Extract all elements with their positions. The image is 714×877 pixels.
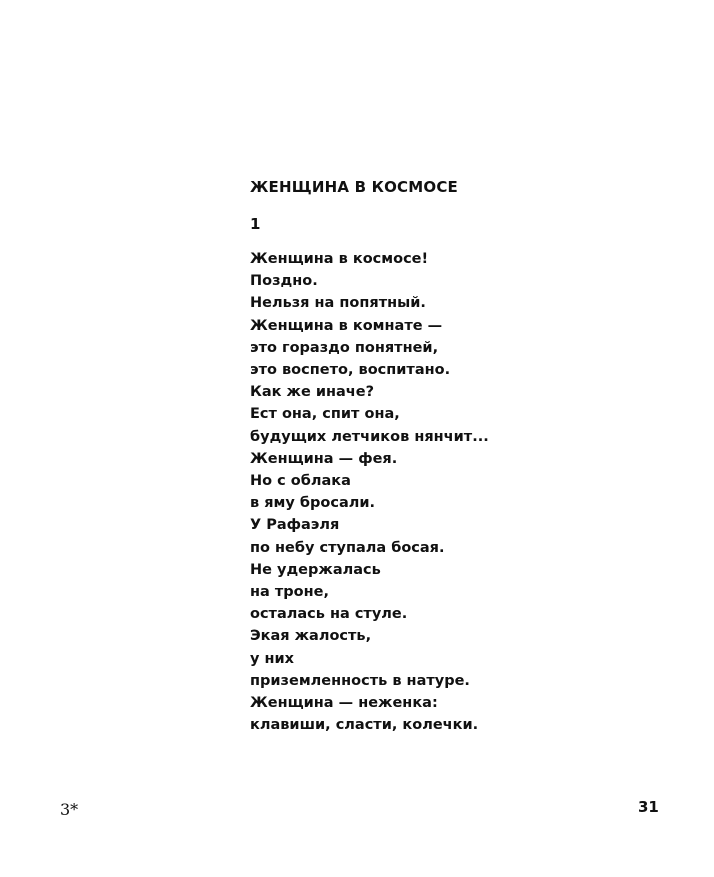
poem-line: Женщина в комнате — xyxy=(250,317,443,334)
poem-line: Как же иначе? xyxy=(250,384,375,401)
poem-line: У Рафаэля xyxy=(250,517,340,534)
poem-line: это воспето, воспитано. xyxy=(250,362,451,379)
poem-line: Нельзя на попятный. xyxy=(250,295,426,312)
poem-line: приземленность в натуре. xyxy=(250,672,470,689)
printer-signature-mark: 3* xyxy=(60,800,79,819)
poem-line: Поздно. xyxy=(250,273,318,290)
poem-title: ЖЕНЩИНА В КОСМОСЕ xyxy=(250,178,458,196)
poem-line: Экая жалость, xyxy=(250,628,372,645)
poem-lines xyxy=(250,248,550,736)
page-number: 31 xyxy=(638,798,659,816)
poem-line: будущих летчиков нянчит... xyxy=(250,428,489,445)
poem-line: клавиши, сласти, колечки. xyxy=(250,717,479,734)
poem-line: Но с облака xyxy=(250,473,351,490)
poem-line: Женщина — неженка: xyxy=(250,695,438,712)
poem-line: у них xyxy=(250,650,295,667)
poem-line: по небу ступала босая. xyxy=(250,539,445,556)
poem-line: в яму бросали. xyxy=(250,495,376,512)
poem-line: на троне, xyxy=(250,584,329,601)
poem-line: Ест она, спит она, xyxy=(250,406,400,423)
poem-line: Не удержалась xyxy=(250,561,381,578)
poem xyxy=(250,177,550,752)
poem-line: это гораздо понятней, xyxy=(250,339,439,356)
poem-line: Женщина в космосе! xyxy=(250,251,429,267)
section-number: 1 xyxy=(250,215,261,233)
poem-line: осталась на стуле. xyxy=(250,606,408,623)
poem-line: Женщина — фея. xyxy=(250,450,398,467)
